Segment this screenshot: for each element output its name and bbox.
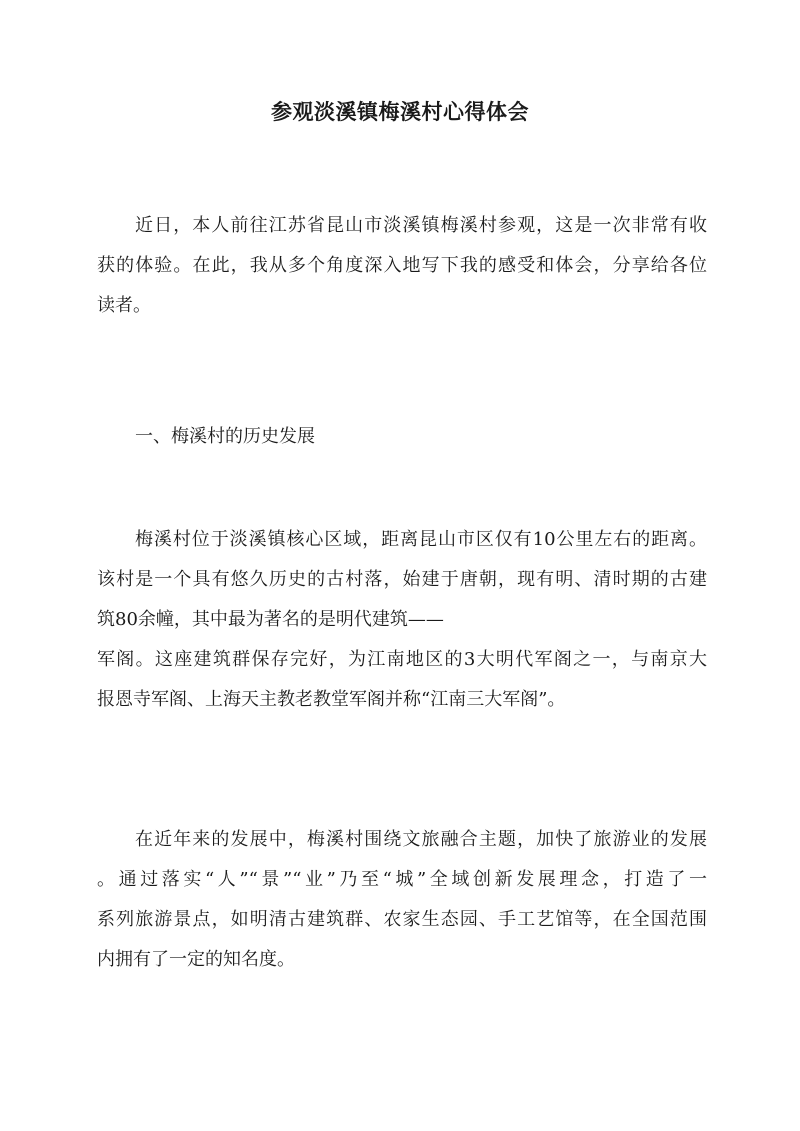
development-paragraph	[97, 820, 707, 980]
paragraph-line: 筑80余幢，其中最为著名的是明代建筑——	[97, 609, 444, 630]
intro-paragraph	[97, 206, 707, 326]
paragraph-line: 系列旅游景点，如明清古建筑群、农家生态园、手工艺馆等，在全国范围	[97, 909, 707, 930]
paragraph-line: 读者。	[97, 295, 151, 316]
section-heading	[97, 417, 707, 457]
document-title: 参观淡溪镇梅溪村心得体会	[271, 99, 529, 124]
paragraph-line: 内拥有了一定的知名度。	[97, 949, 295, 970]
paragraph-line: 。通过落实“人”“景”“业”乃至“城”全域创新发展理念，打造了一	[97, 869, 707, 890]
section-heading-text: 一、梅溪村的历史发展	[135, 426, 315, 447]
paragraph-line: 近日，本人前往江苏省昆山市淡溪镇梅溪村参观，这是一次非常有收	[135, 215, 707, 236]
paragraph-line: 在近年来的发展中，梅溪村围绕文旅融合主题，加快了旅游业的发展	[135, 829, 707, 850]
paragraph-line: 该村是一个具有悠久历史的古村落，始建于唐朝，现有明、清时期的古建	[97, 569, 707, 590]
paragraph-line: 获的体验。在此，我从多个角度深入地写下我的感受和体会，分享给各位	[97, 255, 707, 276]
history-paragraph	[97, 520, 707, 720]
paragraph-line: 军阁。这座建筑群保存完好，为江南地区的3大明代军阁之一，与南京大	[97, 649, 707, 670]
paragraph-line: 梅溪村位于淡溪镇核心区域，距离昆山市区仅有10公里左右的距离。	[135, 529, 707, 550]
paragraph-line: 报恩寺军阁、上海天主教老教堂军阁并称“江南三大军阁”。	[97, 689, 566, 710]
